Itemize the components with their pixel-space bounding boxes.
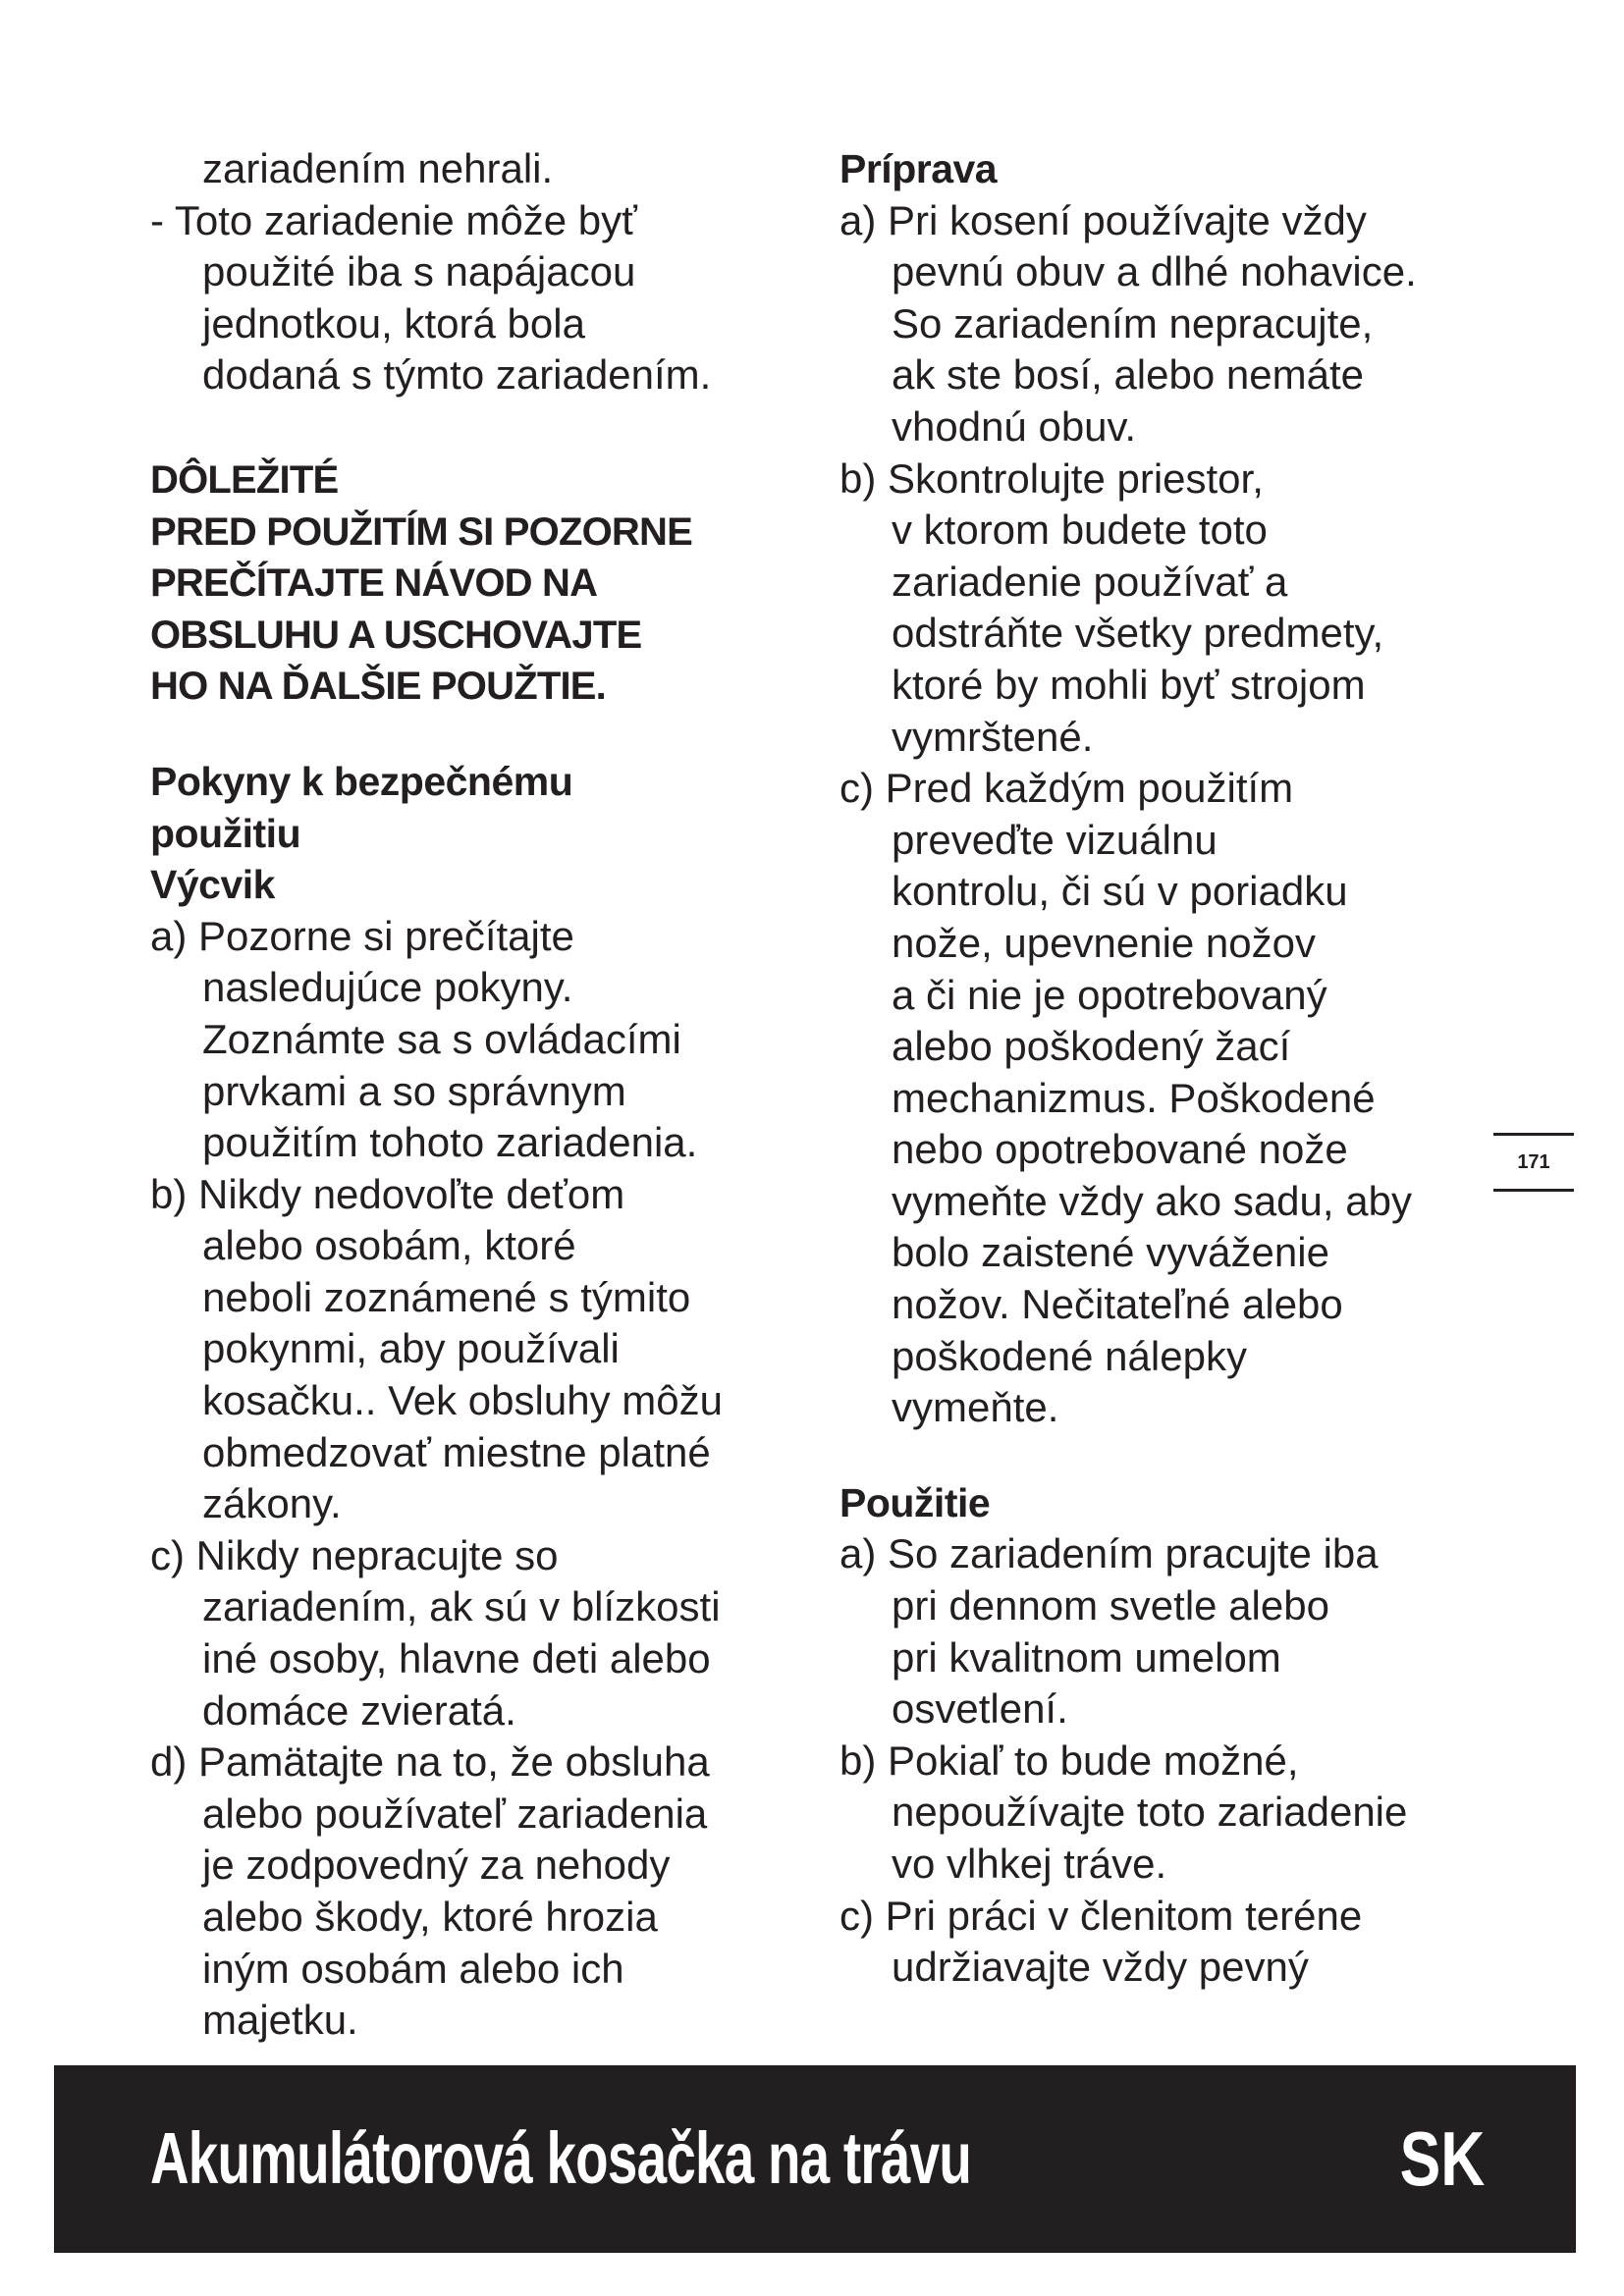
left-column [150, 143, 798, 2047]
text-line: udržiavajte vždy pevný [892, 1944, 1309, 1991]
important-line: OBSLUHU A USCHOVAJTE [150, 613, 642, 657]
text-line: vymrštené. [892, 713, 1094, 760]
text-line: So zariadením nepracujte, [892, 299, 1374, 347]
text-line: pri kvalitnom umelom [892, 1633, 1281, 1681]
text-line: osvetlení. [892, 1685, 1068, 1733]
text-line: neboli zoznámené s týmito [202, 1273, 691, 1320]
section-heading: použitiu [150, 810, 301, 856]
text-line: kosačku.. Vek obsluhy môžu [202, 1377, 723, 1424]
text-line: prvkami a so správnym [202, 1067, 626, 1114]
text-line: mechanizmus. Poškodené [892, 1074, 1376, 1121]
page-number: 171 [1517, 1151, 1550, 1173]
text-line: zariadením nehrali. [202, 145, 554, 191]
usage-section [839, 1477, 1507, 1994]
text-line: jednotkou, ktorá bola [202, 299, 585, 347]
text-line: pevnú obuv a dlhé nohavice. [892, 248, 1417, 295]
text-line: ak ste bosí, alebo nemáte [892, 351, 1364, 399]
text-line: nasledujúce pokyny. [202, 964, 573, 1011]
important-line: PRED POUŽITÍM SI POZORNE [150, 509, 692, 554]
text-line: použitím tohoto zariadenia. [202, 1119, 698, 1166]
important-notice [150, 454, 798, 713]
right-column [839, 143, 1507, 1994]
footer-bar [54, 2065, 1576, 2253]
text-line: nože, upevnenie nožov [892, 919, 1316, 966]
important-line: PREČÍTAJTE NÁVOD NA [150, 561, 598, 606]
text-line: ktoré by mohli byť strojom [892, 661, 1366, 708]
list-item-b: b) Nikdy nedovoľte deťom [150, 1170, 625, 1217]
list-item-a: a) Pri kosení používajte vždy [839, 196, 1367, 243]
text-line: kontrolu, či sú v poriadku [892, 868, 1348, 915]
text-line: alebo osobám, ktoré [202, 1222, 576, 1269]
list-item-a: a) Pozorne si prečítajte [150, 912, 574, 959]
text-line: vo vlhkej tráve. [892, 1841, 1167, 1887]
text-line: nebo opotrebované nože [892, 1126, 1348, 1173]
page-number-marker [1493, 1133, 1574, 1192]
text-line: vymeňte vždy ako sadu, aby [892, 1177, 1412, 1224]
text-line: Zoznámte sa s ovládacími [202, 1015, 681, 1062]
text-line: alebo používateľ zariadenia [202, 1789, 708, 1837]
text-line: zariadením, ak sú v blízkosti [202, 1583, 721, 1630]
important-heading: DÔLEŽITÉ [150, 457, 339, 502]
important-line: HO NA ĎALŠIE POUŽTIE. [150, 665, 606, 709]
text-line: domáce zvieratá. [202, 1686, 516, 1734]
text-line: alebo poškodený žací [892, 1023, 1291, 1070]
text-line: zariadenie používať a [892, 558, 1288, 605]
text-line: dodaná s týmto zariadením. [202, 351, 712, 399]
text-line: nožov. Nečitateľné alebo [892, 1281, 1343, 1328]
text-line: nepoužívajte toto zariadenie [892, 1789, 1408, 1836]
list-item-b: b) Pokiaľ to bude možné, [839, 1736, 1299, 1784]
text-line: obmedzovať miestne platné [202, 1428, 711, 1475]
text-line: zákony. [202, 1480, 342, 1527]
text-line: bolo zaistené vyváženie [892, 1229, 1329, 1276]
text-line: iné osoby, hlavne deti alebo [202, 1635, 711, 1682]
text-line: a či nie je opotrebovaný [892, 971, 1327, 1018]
text-line: v ktorom budete toto [892, 507, 1268, 554]
text-line: majetku. [202, 1997, 358, 2044]
list-item-c: c) Pred každým použitím [839, 765, 1294, 812]
list-item-b: b) Skontrolujte priestor, [839, 454, 1264, 502]
text-line: vhodnú obuv. [892, 402, 1137, 450]
preparation-section [839, 143, 1507, 1434]
text-line: poškodené nálepky [892, 1332, 1247, 1379]
text-line: alebo škody, ktoré hrozia [202, 1894, 658, 1940]
list-item-dash: - Toto zariadenie môže byť [150, 196, 637, 243]
section-heading: Príprava [839, 146, 998, 191]
text-line: iným osobám alebo ich [202, 1945, 624, 1992]
list-item-c: c) Nikdy nepracujte so [150, 1531, 559, 1578]
text-line: vymeňte. [892, 1384, 1059, 1431]
list-item-d: d) Pamätajte na to, že obsluha [150, 1738, 710, 1786]
intro-paragraph [150, 143, 798, 401]
divider [1493, 1189, 1574, 1192]
text-line: preveďte vizuálnu [892, 816, 1218, 863]
safety-section [150, 756, 798, 2047]
text-line: pokynmi, aby používali [202, 1325, 620, 1372]
text-line: je zodpovedný za nehody [202, 1842, 671, 1889]
text-line: odstráňte všetky predmety, [892, 610, 1384, 657]
text-line: použité iba s napájacou [202, 248, 636, 295]
subsection-heading: Výcvik [150, 862, 275, 908]
section-heading: Použitie [839, 1479, 991, 1525]
text-line: pri dennom svetle alebo [892, 1582, 1329, 1629]
section-heading: Pokyny k bezpečnému [150, 758, 573, 804]
list-item-a: a) So zariadením pracujte iba [839, 1530, 1379, 1577]
list-item-c: c) Pri práci v členitom teréne [839, 1892, 1363, 1939]
footer-title: Akumulátorová kosačka na trávu [150, 2117, 972, 2199]
language-code: SK [1399, 2115, 1485, 2202]
